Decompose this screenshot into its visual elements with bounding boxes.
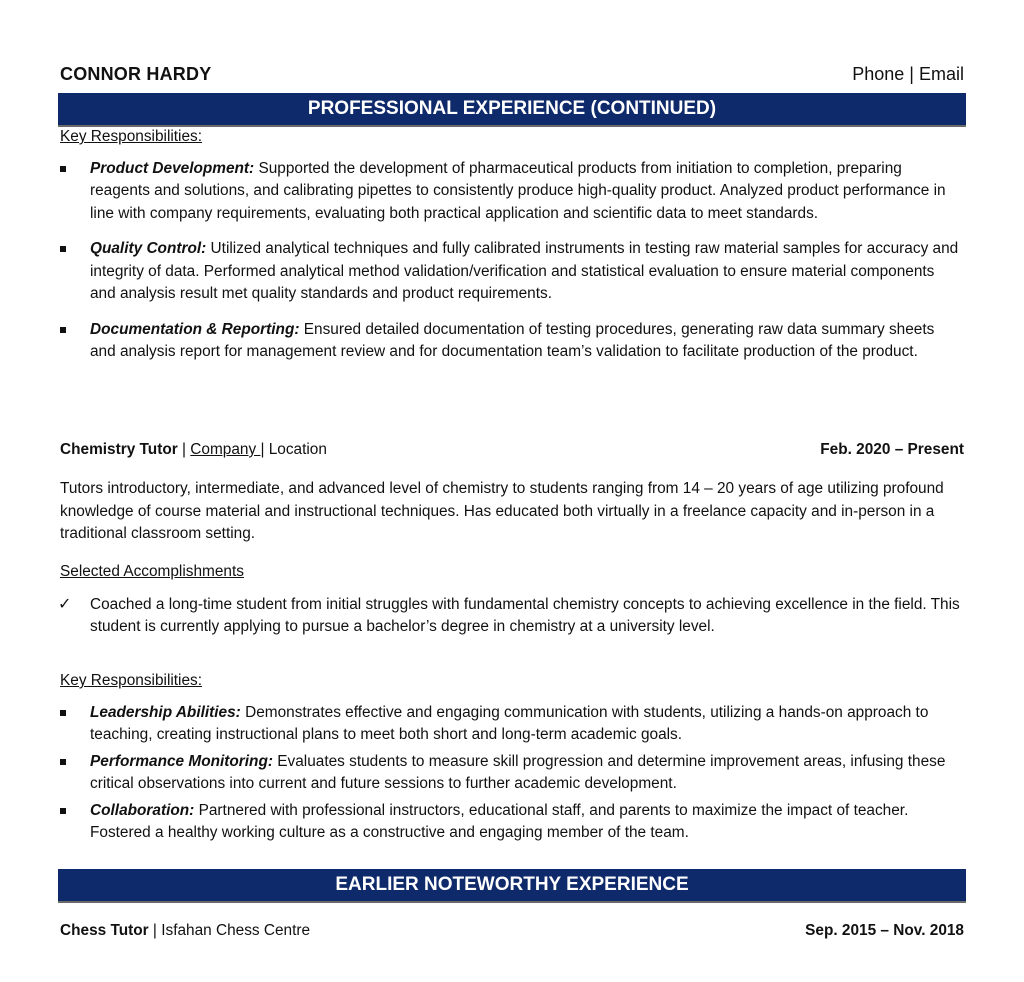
selected-accomplishments	[60, 561, 964, 639]
job2-key-responsibilities	[60, 670, 964, 845]
list-item	[60, 702, 964, 747]
section-title: PROFESSIONAL EXPERIENCE (CONTINUED)	[307, 98, 717, 119]
square-bullet-icon	[60, 246, 66, 252]
list-item	[60, 158, 964, 226]
item-term: Product Development:	[90, 159, 255, 177]
list-item	[60, 800, 964, 845]
item-term: Leadership Abilities:	[90, 703, 241, 721]
item-text: Ensured detailed documentation of testing procedures, generating raw data summary sheets and analysis report for management review and for documentation team’s validation to facilitate production of the product.	[90, 320, 935, 360]
contact-info: Phone | Email	[852, 63, 964, 84]
item-term: Quality Control:	[90, 240, 207, 257]
item-term: Documentation & Reporting:	[90, 320, 300, 338]
accomplishment-text: Coached a long-time student from initial struggles with fundamental chemistry concepts to achieving excellence in the field. This student is currently applying to pursue a bachelor’s degree in chemistry at a university level.	[90, 595, 960, 635]
key-responsibilities-heading: Key Responsibilities:	[60, 672, 203, 689]
item-text: Evaluates students to measure skill progression and determine improvement areas, infusing these critical observations into current and future sessions to further academic development.	[90, 752, 946, 792]
checkmark-icon: ✓	[58, 595, 72, 613]
job-chess-tutor-header	[60, 920, 964, 943]
job-title: Chess Tutor	[60, 922, 149, 939]
job-location: Location	[268, 441, 327, 458]
section-header-earlier-experience	[58, 869, 966, 903]
item-text: Supported the development of pharmaceutical products from initiation to completion, preparing reagents and solutions, and calibrating pipettes to consistently produce high-quality product. Analyzed product performance in line with company requirements, evaluating both practical application and scientific data to meet standards.	[90, 159, 946, 222]
job-title: Chemistry Tutor	[60, 441, 178, 458]
item-term: Performance Monitoring:	[90, 752, 273, 770]
list-item	[60, 594, 964, 639]
separator: |	[260, 441, 269, 458]
item-term: Collaboration:	[90, 801, 195, 819]
job-dates: Feb. 2020 – Present	[820, 441, 964, 458]
square-bullet-icon	[60, 808, 66, 814]
item-text: Utilized analytical techniques and fully calibrated instruments in testing raw material samples for accuracy and integrity of data. Performed analytical method validation/verification and statistical evaluation to ensure material components and analysis result met quality standards and product requirements.	[90, 240, 959, 302]
responsibility-list	[60, 702, 964, 845]
square-bullet-icon	[60, 327, 66, 333]
accomplishment-list	[60, 594, 964, 639]
responsibility-list	[60, 158, 964, 364]
candidate-name: CONNOR HARDY	[60, 63, 212, 84]
section-header-professional-experience	[58, 93, 966, 127]
separator: |	[148, 922, 162, 939]
section-title: EARLIER NOTEWORTHY EXPERIENCE	[335, 874, 689, 895]
job-title-line	[60, 439, 327, 462]
company-name: Company	[190, 441, 261, 458]
company-name: Isfahan Chess Centre	[161, 922, 311, 939]
square-bullet-icon	[60, 710, 66, 716]
job-chemistry-tutor-header	[60, 439, 964, 462]
list-item	[60, 751, 964, 796]
job-dates: Sep. 2015 – Nov. 2018	[805, 922, 964, 939]
key-responsibilities-heading: Key Responsibilities:	[60, 128, 203, 145]
item-text: Demonstrates effective and engaging communication with students, utilizing a hands-on approach to teaching, creating instructional plans to meet both short and long-term academic goals.	[90, 703, 929, 743]
square-bullet-icon	[60, 759, 66, 765]
square-bullet-icon	[60, 166, 66, 172]
separator: |	[177, 441, 191, 458]
resume-header	[60, 60, 964, 88]
accomplishments-heading: Selected Accomplishments	[60, 563, 244, 580]
job-summary: Tutors introductory, intermediate, and advanced level of chemistry to students ranging from 14 – 20 years of age utilizing profound knowledge of course material and instructional techniques. Has educated both virtually in a freelance capacity and in-person in a traditional classroom setting.	[60, 480, 944, 542]
job-title-line	[60, 920, 310, 943]
list-item	[60, 238, 964, 306]
section1-key-responsibilities	[60, 126, 964, 364]
item-text: Partnered with professional instructors, educational staff, and parents to maximize the impact of teacher. Fostered a healthy working culture as a constructive and engaging member of the team.	[90, 801, 909, 841]
list-item	[60, 319, 964, 364]
